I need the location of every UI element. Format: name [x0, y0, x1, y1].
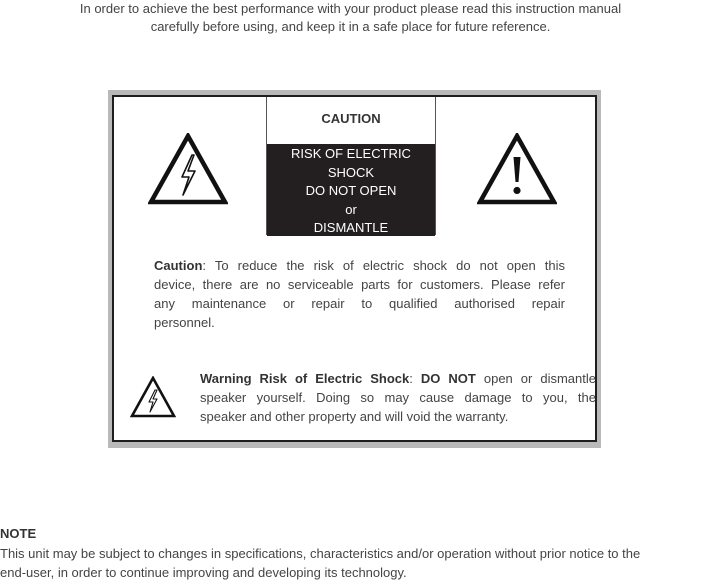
caution-label: Caution	[154, 258, 203, 273]
warning-paragraph-line: Warning Risk of Electric Shock: DO NOT open or dismantle	[200, 371, 596, 386]
caution-title: CAUTION	[321, 111, 381, 126]
caution-line: RISK OF ELECTRIC	[291, 146, 411, 161]
warning-paragraph	[200, 369, 596, 426]
electric-shock-warning-icon	[148, 133, 228, 205]
caution-line: or	[345, 201, 357, 217]
do-not-emphasis: DO NOT	[420, 371, 476, 386]
caution-paragraph	[154, 256, 565, 332]
warning-panel	[112, 95, 597, 442]
caution-paragraph-line: device, there are no serviceable parts for customers. Please refer	[154, 277, 565, 292]
caution-paragraph-line: any maintenance or repair to qualified authorised repair	[154, 296, 565, 311]
note-title: NOTE	[0, 526, 37, 541]
caution-line: DISMANTLE	[313, 220, 389, 235]
warning-paragraph-line: speaker yourself. Doing so may cause damage to you, the	[200, 390, 596, 405]
note-text	[0, 544, 701, 582]
note-line-2: end-user, in order to continue improving and developing its technology.	[0, 565, 407, 580]
caution-line: DO NOT OPEN	[305, 183, 397, 198]
electric-shock-warning-icon	[130, 376, 176, 418]
intro-line-1: In order to achieve the best performance with your product please read this instruction manual	[79, 1, 622, 16]
intro-line-2: carefully before using, and keep it in a safe place for future reference.	[150, 19, 551, 34]
caution-paragraph-line: personnel.	[154, 315, 215, 330]
note-line-1: This unit may be subject to changes in specifications, characteristics and/or operation without prior notice to the	[0, 546, 641, 561]
caution-line: SHOCK	[327, 164, 375, 180]
warning-paragraph-line: speaker and other property and will void the warranty.	[200, 409, 509, 424]
warning-label: Warning Risk of Electric Shock	[200, 371, 410, 386]
caution-label-box	[266, 97, 436, 235]
intro-text	[0, 0, 701, 36]
caution-paragraph-line: Caution: To reduce the risk of electric shock do not open this	[154, 258, 565, 273]
exclamation-warning-icon	[477, 133, 557, 205]
caution-warning-block	[267, 144, 435, 236]
warning-frame	[108, 90, 601, 448]
